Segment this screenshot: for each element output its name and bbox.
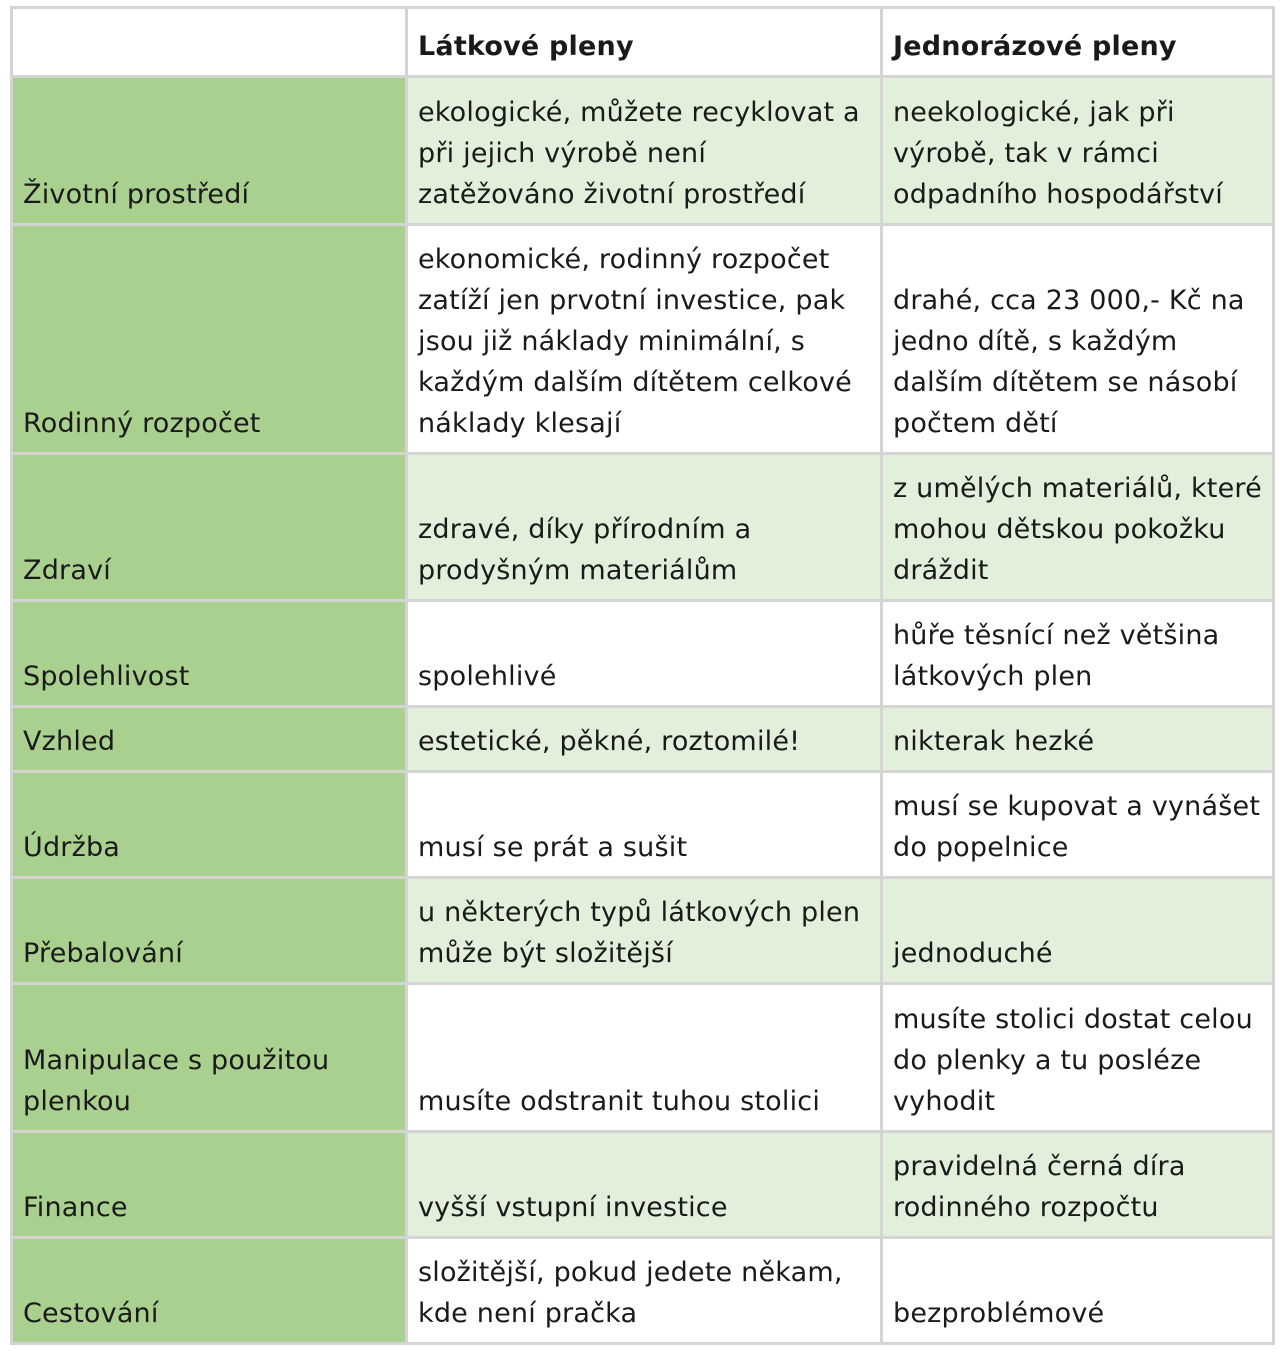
row-label: Životní prostředí bbox=[12, 77, 407, 225]
table-row bbox=[12, 772, 1274, 878]
table-row bbox=[12, 77, 1274, 225]
row-label: Přebalování bbox=[12, 878, 407, 984]
cloth-value: spolehlivé bbox=[407, 601, 882, 707]
row-label: Cestování bbox=[12, 1238, 407, 1344]
table-row bbox=[12, 601, 1274, 707]
disposable-value: bezproblémové bbox=[882, 1238, 1274, 1344]
cloth-value: ekonomické, rodinný rozpočet zatíží jen prvotní investice, pak jsou již náklady minimální, s každým dalším dítětem celkové náklady klesají bbox=[407, 225, 882, 454]
table-row bbox=[12, 454, 1274, 601]
table-row bbox=[12, 707, 1274, 772]
cloth-value: musí se prát a sušit bbox=[407, 772, 882, 878]
header-corner-cell bbox=[12, 8, 407, 77]
row-label: Údržba bbox=[12, 772, 407, 878]
header-row bbox=[12, 8, 1274, 77]
cloth-value: vyšší vstupní investice bbox=[407, 1132, 882, 1238]
row-label: Vzhled bbox=[12, 707, 407, 772]
disposable-value: jednoduché bbox=[882, 878, 1274, 984]
disposable-value: z umělých materiálů, které mohou dětskou pokožku dráždit bbox=[882, 454, 1274, 601]
table-row bbox=[12, 878, 1274, 984]
cloth-value: u některých typů látkových plen může být složitější bbox=[407, 878, 882, 984]
table-row bbox=[12, 1132, 1274, 1238]
disposable-value: pravidelná černá díra rodinného rozpočtu bbox=[882, 1132, 1274, 1238]
comparison-table bbox=[10, 6, 1275, 1345]
disposable-value: musíte stolici dostat celou do plenky a tu posléze vyhodit bbox=[882, 984, 1274, 1132]
disposable-value: hůře těsnící než většina látkových plen bbox=[882, 601, 1274, 707]
disposable-value: nikterak hezké bbox=[882, 707, 1274, 772]
header-disposable-diapers: Jednorázové pleny bbox=[882, 8, 1274, 77]
row-label: Manipulace s použitou plenkou bbox=[12, 984, 407, 1132]
row-label: Rodinný rozpočet bbox=[12, 225, 407, 454]
disposable-value: neekologické, jak při výrobě, tak v rámci odpadního hospodářství bbox=[882, 77, 1274, 225]
cloth-value: ekologické, můžete recyklovat a při jejich výrobě není zatěžováno životní prostředí bbox=[407, 77, 882, 225]
header-cloth-diapers: Látkové pleny bbox=[407, 8, 882, 77]
table-row bbox=[12, 225, 1274, 454]
cloth-value: musíte odstranit tuhou stolici bbox=[407, 984, 882, 1132]
row-label: Finance bbox=[12, 1132, 407, 1238]
row-label: Spolehlivost bbox=[12, 601, 407, 707]
cloth-value: zdravé, díky přírodním a prodyšným materiálům bbox=[407, 454, 882, 601]
cloth-value: estetické, pěkné, roztomilé! bbox=[407, 707, 882, 772]
disposable-value: drahé, cca 23 000,- Kč na jedno dítě, s každým dalším dítětem se násobí počtem dětí bbox=[882, 225, 1274, 454]
row-label: Zdraví bbox=[12, 454, 407, 601]
table-row bbox=[12, 984, 1274, 1132]
disposable-value: musí se kupovat a vynášet do popelnice bbox=[882, 772, 1274, 878]
table-row bbox=[12, 1238, 1274, 1344]
cloth-value: složitější, pokud jedete někam, kde není pračka bbox=[407, 1238, 882, 1344]
